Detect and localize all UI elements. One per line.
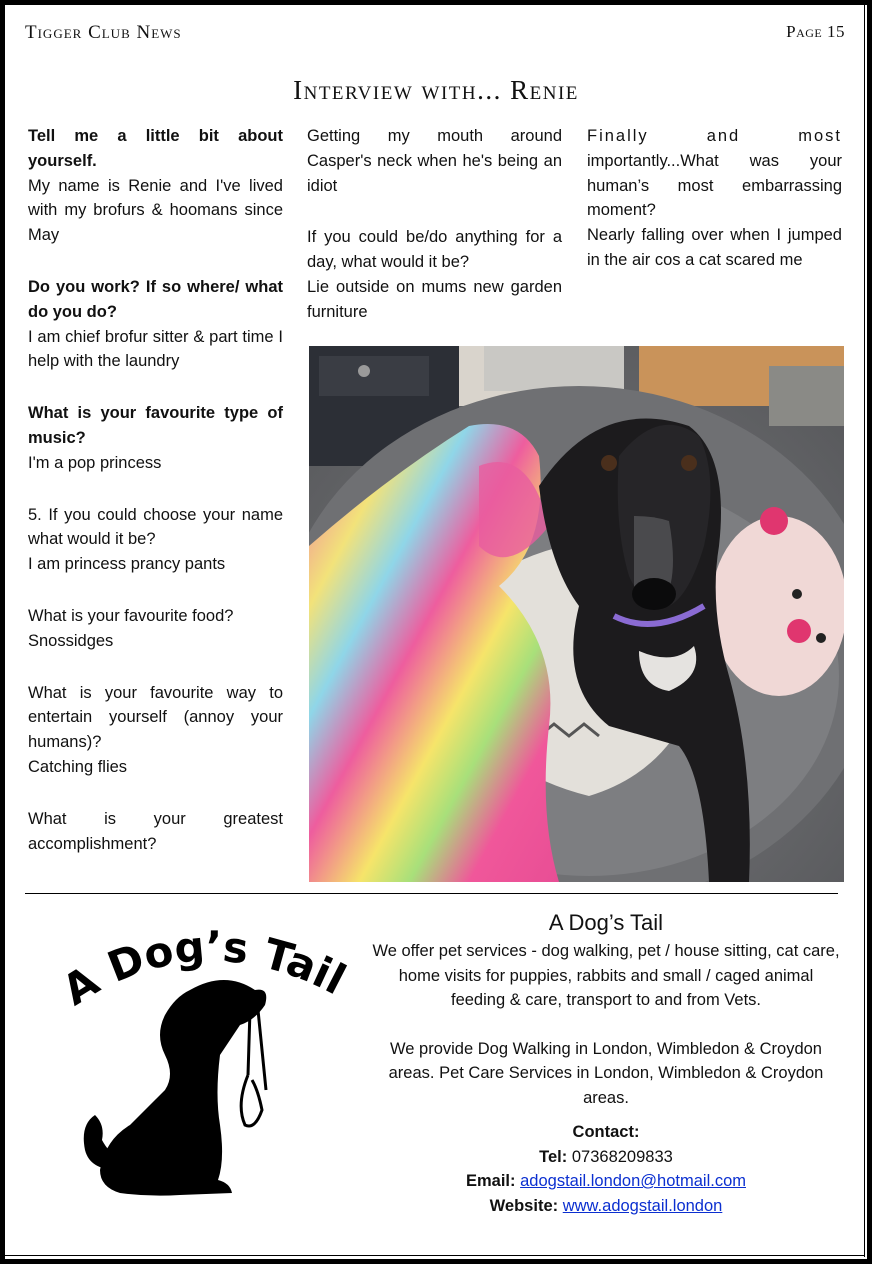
question: Do you work? If so where/ what do you do? (28, 277, 283, 321)
a-dogs-tail-logo (40, 925, 360, 1225)
page-border-top (0, 0, 872, 5)
tel-label: Tel: (539, 1147, 568, 1166)
answer: Getting my mouth around Casper's neck when he's being an idiot (307, 127, 562, 195)
page-border-bottom-inner (5, 1255, 865, 1256)
page-border-left (0, 0, 5, 1264)
logo-text: A Dog’s Tail (53, 925, 354, 1015)
website-label: Website: (489, 1196, 559, 1215)
question: 5. If you could choose your name what would it be? (28, 505, 283, 549)
answer: Catching flies (28, 757, 128, 776)
question: If you could be/do anything for a day, what would it be? (307, 228, 562, 272)
advert-title: A Dog’s Tail (548, 910, 664, 935)
answer: I am princess prancy pants (28, 555, 226, 574)
answer: My name is Renie and I've lived with my brofurs & hoomans since May (28, 176, 283, 245)
advert-block (370, 908, 842, 1218)
page-border-right-inner (864, 5, 865, 1257)
page-title: Interview with... Renie (293, 75, 579, 105)
question: What is your favourite food? (28, 606, 234, 625)
page-number: Page 15 (786, 22, 845, 41)
website-link[interactable]: www.adogstail.london (562, 1196, 723, 1215)
contact-heading: Contact: (572, 1123, 640, 1141)
answer: Snossidges (28, 631, 114, 650)
publication-name: Tigger Club News (25, 22, 182, 43)
dog-silhouette-icon (40, 925, 360, 1225)
interview-column-2 (307, 124, 562, 325)
tel-number: 07368209833 (571, 1147, 673, 1166)
page-border-bottom (0, 1259, 872, 1264)
section-divider (25, 893, 838, 894)
email-label: Email: (465, 1172, 516, 1190)
interview-column-3 (587, 124, 842, 273)
question-lead: Finally and most (587, 127, 842, 145)
dog-photo (309, 346, 844, 882)
question: importantly...What was your human’s most embarrassing moment? (587, 151, 842, 220)
interview-column-1 (28, 124, 283, 856)
question: What is your favourite way to entertain yourself (annoy your humans)? (28, 683, 283, 752)
question: Tell me a little bit about yourself. (28, 127, 283, 170)
answer: Nearly falling over when I jumped in the air cos a cat scared me (587, 226, 842, 269)
answer: I'm a pop princess (28, 453, 162, 472)
answer: I am chief brofur sitter & part time I help with the laundry (28, 327, 283, 371)
advert-areas: We provide Dog Walking in London, Wimbledon & Croydon areas. Pet Care Services in London, Wimbledon & Croydon areas. (388, 1039, 824, 1107)
answer: Lie outside on mums new garden furniture (307, 277, 562, 321)
question: What is your favourite type of music? (28, 404, 283, 447)
question: What is your greatest accomplishment? (28, 809, 283, 853)
page-border-right (867, 0, 872, 1264)
dog-photo-illustration (309, 346, 844, 882)
contact-block (370, 1120, 842, 1218)
advert-description: We offer pet services - dog walking, pet / house sitting, cat care, home visits for puppies, rabbits and small / caged animal feeding & care, transport to and from Vets. (372, 942, 840, 1009)
email-link[interactable]: adogstail.london@hotmail.com (520, 1172, 746, 1190)
